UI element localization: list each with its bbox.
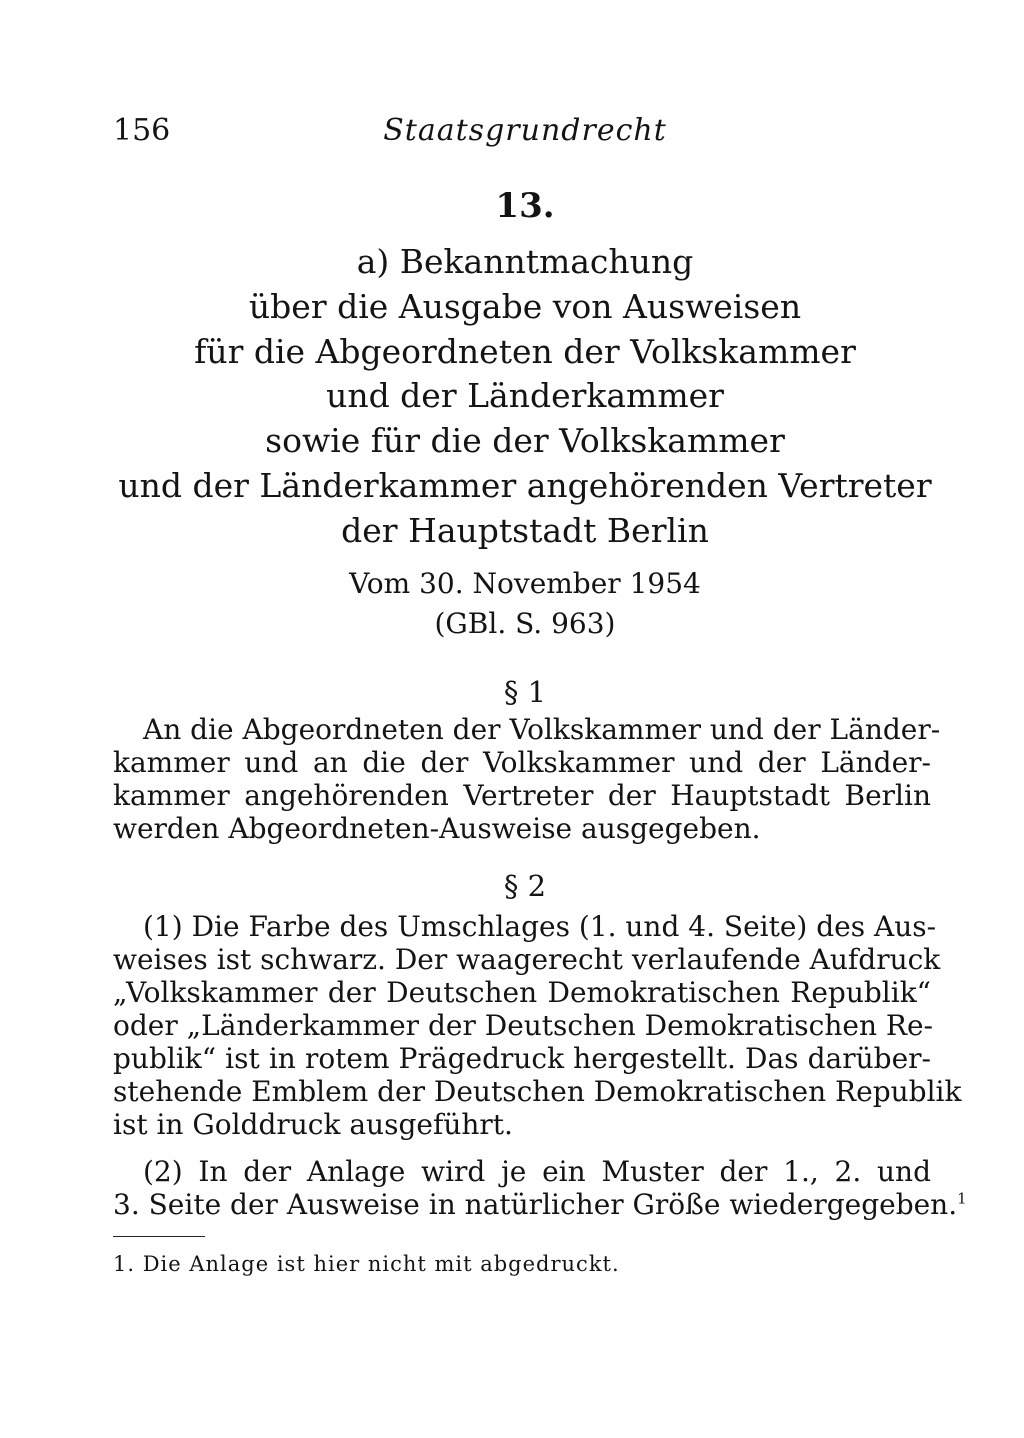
paragraph-line: ist in Golddruck ausgeführt. — [113, 1108, 513, 1141]
paragraph-line: werden Abgeordneten-Ausweise ausgegeben. — [113, 812, 761, 845]
paragraph-line: oder „Länderkammer der Deutschen Demokratischen Re- — [113, 1009, 934, 1042]
title-line: über die Ausgabe von Ausweisen — [248, 286, 802, 326]
paragraph-line: (1) Die Farbe des Umschlages (1. und 4. Seite) des Aus- — [143, 910, 937, 943]
paragraph-line-text: 3. Seite der Ausweise in natürlicher Größe wiedergegeben. — [113, 1188, 958, 1221]
section-2-paragraph-1 — [113, 910, 962, 1141]
document-number: 13. — [495, 186, 555, 226]
paragraph-line: weises ist schwarz. Der waagerecht verlaufende Aufdruck — [113, 943, 941, 976]
document-source: (GBl. S. 963) — [434, 607, 616, 640]
paragraph-line: (2) In der Anlage wird je ein Muster der 1., 2. und — [143, 1155, 931, 1188]
document-title — [60, 240, 990, 554]
document-date: Vom 30. November 1954 — [349, 567, 701, 600]
paragraph-line: stehende Emblem der Deutschen Demokratischen Republik — [113, 1075, 962, 1108]
title-line: sowie für die der Volkskammer — [265, 421, 785, 461]
paragraph-line: „Volkskammer der Deutschen Demokratischen Republik“ — [113, 976, 931, 1009]
title-line: a) Bekanntmachung — [356, 242, 694, 281]
footnote-reference: 1 — [957, 1189, 967, 1208]
paragraph-line: kammer und an die der Volkskammer und der Länder- — [113, 746, 931, 779]
section-2-paragraph-2 — [113, 1155, 967, 1221]
section-1-paragraph — [113, 713, 941, 845]
page-number: 156 — [113, 113, 171, 148]
section-heading-2: § 2 — [503, 869, 547, 903]
footnote-text: 1. Die Anlage ist hier nicht mit abgedruckt. — [113, 1252, 620, 1276]
paragraph-line: publik“ ist in rotem Prägedruck hergestellt. Das darüber- — [113, 1042, 931, 1075]
section-heading-1: § 1 — [503, 675, 547, 709]
paragraph-line: kammer angehörenden Vertreter der Hauptstadt Berlin — [113, 779, 931, 812]
title-line: der Hauptstadt Berlin — [341, 510, 709, 550]
title-line: und der Länderkammer — [326, 376, 724, 416]
footnote-rule — [113, 1236, 205, 1237]
title-line: und der Länderkammer angehörenden Vertreter — [118, 465, 932, 505]
paragraph-line: An die Abgeordneten der Volkskammer und der Länder- — [143, 713, 941, 746]
running-head: Staatsgrundrecht — [383, 113, 667, 148]
title-line: für die Abgeordneten der Volkskammer — [194, 331, 856, 371]
paragraph-line — [113, 1188, 967, 1221]
